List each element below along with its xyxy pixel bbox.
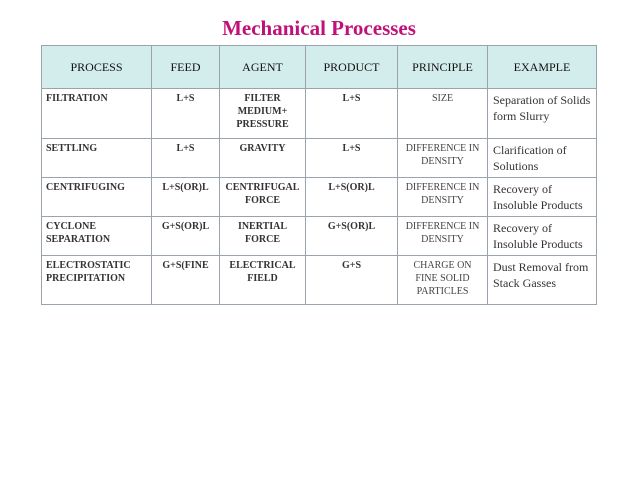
cell-process: CENTRIFUGING <box>42 178 152 217</box>
cell-feed: G+S(OR)L <box>152 217 220 256</box>
cell-feed: L+S <box>152 139 220 178</box>
table-header-row <box>42 46 597 89</box>
cell-agent: FILTER MEDIUM+ PRESSURE <box>220 89 306 139</box>
page-title: Mechanical Processes <box>222 16 416 40</box>
cell-agent: GRAVITY <box>220 139 306 178</box>
cell-example: Separation of Solids form Slurry <box>488 89 597 139</box>
cell-example: Recovery of Insoluble Products <box>488 178 597 217</box>
header-process: PROCESS <box>42 46 152 89</box>
cell-principle: DIFFERENCE IN DENSITY <box>398 217 488 256</box>
header-principle: PRINCIPLE <box>398 46 488 89</box>
cell-product: G+S(OR)L <box>306 217 398 256</box>
cell-agent: CENTRIFUGAL FORCE <box>220 178 306 217</box>
cell-example: Recovery of Insoluble Products <box>488 217 597 256</box>
cell-process: ELECTROSTATIC PRECIPITATION <box>42 256 152 305</box>
cell-process: FILTRATION <box>42 89 152 139</box>
processes-table <box>41 45 597 305</box>
cell-agent: ELECTRICAL FIELD <box>220 256 306 305</box>
cell-feed: L+S(OR)L <box>152 178 220 217</box>
cell-example: Clarification of Solutions <box>488 139 597 178</box>
header-agent: AGENT <box>220 46 306 89</box>
cell-principle: SIZE <box>398 89 488 139</box>
cell-product: G+S <box>306 256 398 305</box>
cell-feed: G+S(FINE <box>152 256 220 305</box>
table-row <box>42 256 597 305</box>
cell-process: CYCLONE SEPARATION <box>42 217 152 256</box>
header-product: PRODUCT <box>306 46 398 89</box>
table-row <box>42 217 597 256</box>
cell-product: L+S <box>306 139 398 178</box>
cell-principle: DIFFERENCE IN DENSITY <box>398 139 488 178</box>
cell-product: L+S <box>306 89 398 139</box>
cell-principle: CHARGE ON FINE SOLID PARTICLES <box>398 256 488 305</box>
cell-feed: L+S <box>152 89 220 139</box>
cell-principle: DIFFERENCE IN DENSITY <box>398 178 488 217</box>
cell-process: SETTLING <box>42 139 152 178</box>
header-example: EXAMPLE <box>488 46 597 89</box>
cell-example: Dust Removal from Stack Gasses <box>488 256 597 305</box>
header-feed: FEED <box>152 46 220 89</box>
table-row <box>42 178 597 217</box>
table-row <box>42 139 597 178</box>
cell-agent: INERTIAL FORCE <box>220 217 306 256</box>
table-row <box>42 89 597 139</box>
cell-product: L+S(OR)L <box>306 178 398 217</box>
